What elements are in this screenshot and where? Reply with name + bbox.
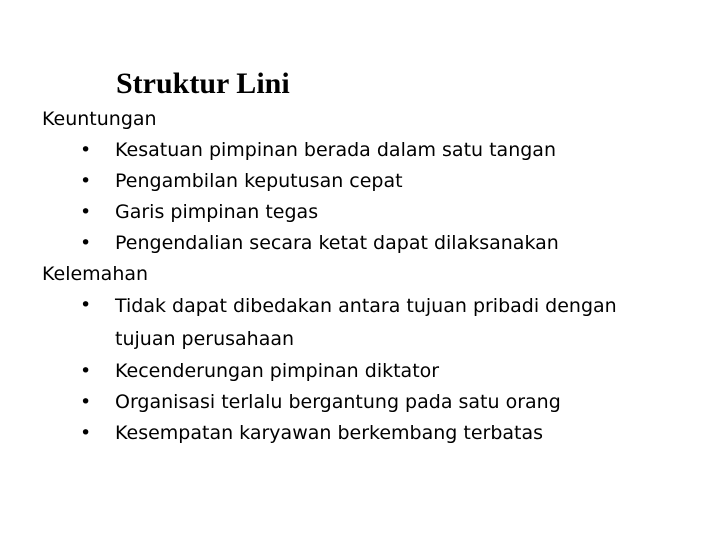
list-item	[42, 356, 682, 387]
list-item-text: Garis pimpinan tegas	[115, 201, 319, 223]
list-item	[42, 387, 682, 418]
bullet-icon: •	[80, 391, 92, 413]
bullet-icon: •	[80, 294, 92, 316]
advantages-list	[42, 135, 682, 259]
list-item-text: Kecenderungan pimpinan diktator	[115, 360, 440, 382]
section-heading-keuntungan: Keuntungan	[42, 108, 157, 130]
list-item	[42, 166, 682, 197]
list-item-text: Kesempatan karyawan berkembang terbatas	[115, 422, 544, 444]
slide-content	[42, 104, 682, 449]
list-item	[42, 135, 682, 166]
bullet-icon: •	[80, 422, 92, 444]
list-item	[42, 418, 682, 449]
list-item-text: Tidak dapat dibedakan antara tujuan pribadi dengan tujuan perusahaan	[115, 295, 617, 350]
bullet-icon: •	[80, 232, 92, 254]
list-item-text: Kesatuan pimpinan berada dalam satu tangan	[115, 139, 556, 161]
list-item	[42, 197, 682, 228]
bullet-icon: •	[80, 139, 92, 161]
bullet-icon: •	[80, 201, 92, 223]
bullet-icon: •	[80, 360, 92, 382]
slide-title: Struktur Lini	[116, 67, 290, 100]
section-heading-kelemahan: Kelemahan	[42, 263, 149, 285]
list-item	[42, 228, 682, 259]
list-item-text: Pengendalian secara ketat dapat dilaksanakan	[115, 232, 559, 254]
disadvantages-list	[42, 290, 682, 449]
list-item	[42, 290, 682, 356]
list-item-text: Organisasi terlalu bergantung pada satu orang	[115, 391, 561, 413]
bullet-icon: •	[80, 170, 92, 192]
list-item-text: Pengambilan keputusan cepat	[115, 170, 403, 192]
